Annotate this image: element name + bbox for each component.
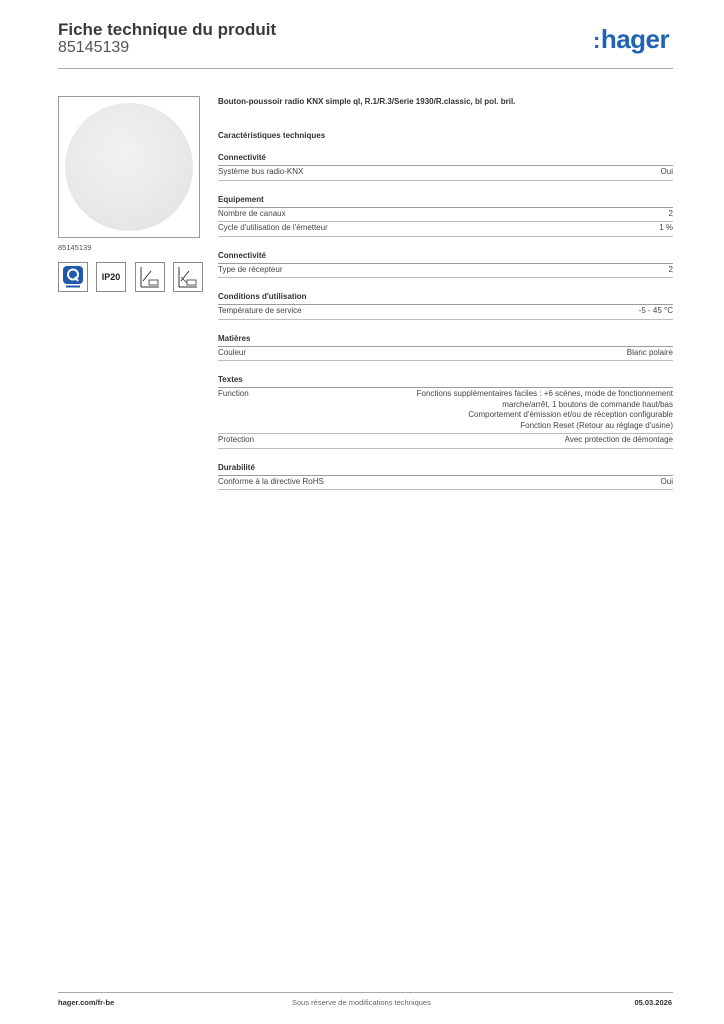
spec-row	[218, 222, 673, 237]
spec-group	[218, 250, 673, 279]
spec-group-heading: Connectivité	[218, 250, 673, 264]
spec-value-line: Oui	[660, 167, 673, 176]
spec-value-line: Oui	[660, 476, 673, 486]
product-photo	[58, 96, 200, 238]
logo-mark: :	[593, 28, 600, 53]
page-title: Fiche technique du produit	[58, 20, 277, 39]
spec-label: Température de service	[218, 306, 302, 315]
spec-row	[218, 347, 673, 362]
header-divider	[58, 68, 673, 69]
spec-table	[218, 152, 673, 503]
spec-label: Couleur	[218, 347, 247, 357]
spec-value-line: 2	[668, 264, 673, 274]
spec-value-line: Fonction Reset (Retour au réglage d'usine)	[520, 420, 673, 430]
spec-value	[639, 306, 673, 317]
ip-rating-label: IP20	[101, 272, 121, 282]
spec-label: Protection	[218, 435, 255, 444]
spec-row	[218, 166, 673, 181]
spec-group-heading: Textes	[218, 374, 673, 388]
spec-value-line: Blanc polaire	[626, 347, 673, 357]
logo-text: hager	[600, 24, 670, 54]
footer-website-link[interactable]: hager.com/fr-be	[58, 998, 115, 1007]
spec-group	[218, 462, 673, 491]
surface-mount-icon	[135, 262, 165, 292]
spec-value-line: -5 - 45 °C	[638, 306, 673, 315]
spec-value	[417, 389, 673, 431]
spec-value	[627, 348, 673, 359]
push-button-image	[65, 103, 193, 231]
spec-label: Function	[218, 389, 249, 398]
spec-row	[218, 434, 673, 449]
spec-label: Nombre de canaux	[218, 208, 286, 218]
spec-group	[218, 152, 673, 181]
spec-group	[218, 194, 673, 237]
spec-value	[669, 265, 673, 276]
spec-value-line: Comportement d'émission et/ou de réception configurable	[468, 410, 673, 419]
spec-row	[218, 476, 673, 491]
spec-value	[669, 209, 673, 220]
footer-date: 05.03.2026	[634, 998, 672, 1007]
spec-label: Cycle d'utilisation de l'émetteur	[218, 223, 328, 232]
product-number: 85145139	[58, 39, 130, 56]
hager-logo	[593, 26, 669, 52]
spec-row	[218, 305, 673, 320]
footer-divider	[58, 992, 673, 993]
spec-group	[218, 291, 673, 320]
spec-group-heading: Durabilité	[218, 462, 673, 476]
spec-value-line: 1 %	[659, 223, 673, 232]
specs-title: Caractéristiques techniques	[218, 131, 326, 140]
spec-group-heading: Matières	[218, 333, 673, 347]
photo-caption: 85145139	[58, 243, 92, 252]
spec-value	[565, 435, 673, 446]
quality-mark-icon	[58, 262, 88, 292]
spec-label: Conforme à la directive RoHS	[218, 476, 324, 486]
spec-row	[218, 388, 673, 434]
spec-group	[218, 374, 673, 449]
spec-value-line: Avec protection de démontage	[564, 435, 673, 444]
spec-label: Système bus radio-KNX	[218, 167, 304, 176]
ip-rating-badge	[96, 262, 126, 292]
spec-value	[659, 223, 673, 234]
spec-group-heading: Conditions d'utilisation	[218, 291, 673, 305]
spec-value-line: marche/arrêt, 1 boutons de commande haut/bas	[502, 399, 673, 409]
spec-value	[661, 167, 673, 178]
spec-group-heading: Equipement	[218, 194, 673, 208]
spec-value-line: Fonctions supplémentaires faciles : +6 scènes, mode de fonctionnement	[416, 389, 673, 398]
spec-value	[661, 477, 673, 488]
spec-label: Type de récepteur	[218, 264, 283, 274]
spec-value-line: 2	[668, 208, 673, 218]
spec-row	[218, 264, 673, 279]
spec-row	[218, 208, 673, 223]
flush-mount-icon	[173, 262, 203, 292]
spec-group-heading: Connectivité	[218, 152, 673, 166]
spec-group	[218, 333, 673, 362]
footer-notice: Sous réserve de modifications techniques	[292, 998, 431, 1007]
product-title: Bouton-poussoir radio KNX simple ql, R.1/R.3/Serie 1930/R.classic, bl pol. bril.	[218, 97, 516, 106]
